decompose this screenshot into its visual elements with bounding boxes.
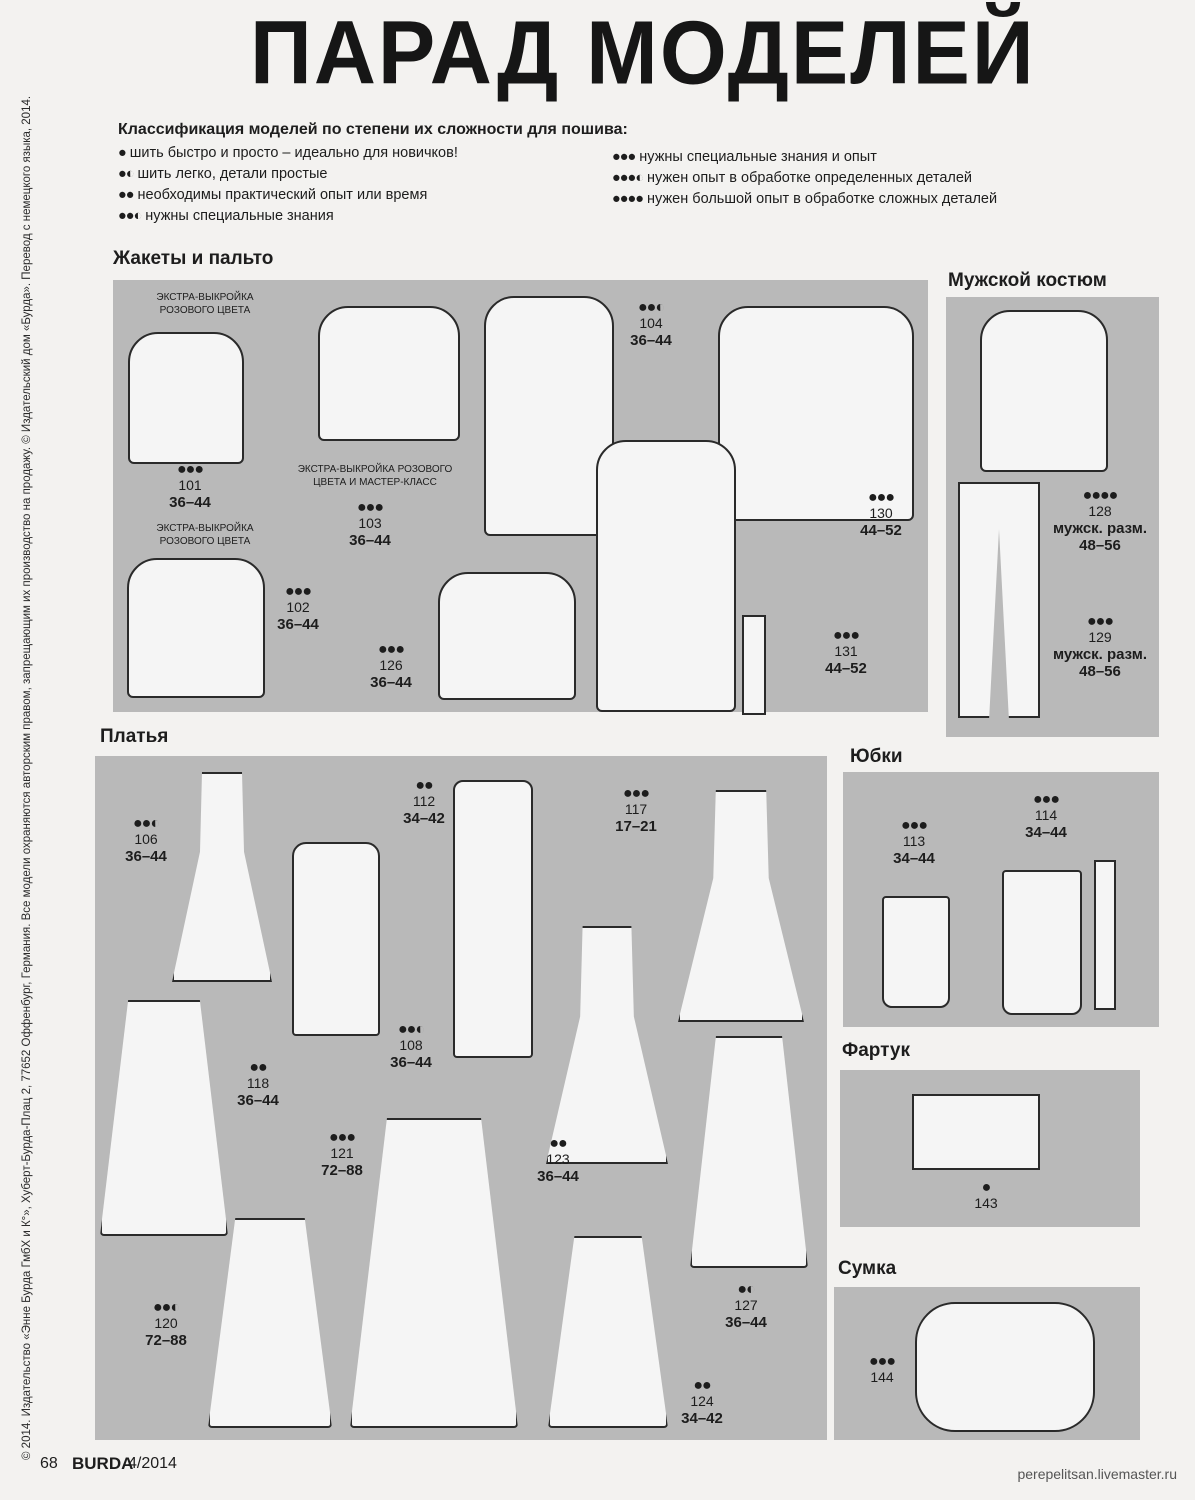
skirt-114-belt-drawing bbox=[1094, 860, 1116, 1010]
belt-131-drawing bbox=[742, 615, 766, 715]
extra-pattern-note-2: ЭКСТРА-ВЫКРОЙКА РОЗОВОГО ЦВЕТА bbox=[156, 523, 254, 547]
model-114-label: ●●● 114 34–44 bbox=[1025, 791, 1067, 841]
model-128-label: ●●●● 128 мужск. разм. 48–56 bbox=[1052, 487, 1148, 554]
model-121-label: ●●● 121 72–88 bbox=[321, 1129, 363, 1179]
legend-item: ●●◐ нужны специальные знания bbox=[118, 208, 334, 224]
difficulty-legend-left bbox=[118, 143, 458, 227]
section-dresses-title: Платья bbox=[100, 726, 169, 747]
dress-112-drawing bbox=[453, 780, 533, 1058]
section-jackets-title: Жакеты и пальто bbox=[113, 248, 274, 269]
model-112-label: ●● 112 34–42 bbox=[403, 777, 445, 827]
skirt-113-drawing bbox=[882, 896, 950, 1008]
model-126-label: ●●● 126 36–44 bbox=[370, 641, 412, 691]
model-130-label: ●●● 130 44–52 bbox=[860, 489, 902, 539]
bag-144-drawing bbox=[915, 1302, 1095, 1432]
model-113-label: ●●● 113 34–44 bbox=[893, 817, 935, 867]
magazine-issue: 4/2014 bbox=[128, 1455, 177, 1472]
jacket-103-drawing bbox=[318, 306, 460, 441]
model-131-label: ●●● 131 44–52 bbox=[825, 627, 867, 677]
section-skirts-title: Юбки bbox=[850, 746, 903, 767]
legend-item: ●●●● нужен большой опыт в обработке сложных деталей bbox=[612, 191, 998, 207]
model-143-label: ● 143 bbox=[974, 1179, 998, 1211]
model-129-label: ●●● 129 мужск. разм. 48–56 bbox=[1052, 613, 1148, 680]
coat-104-drawing bbox=[484, 296, 614, 536]
model-127-label: ●◐ 127 36–44 bbox=[725, 1281, 767, 1331]
model-103-label: ●●● 103 36–44 bbox=[349, 499, 391, 549]
site-watermark: perepelitsan.livemaster.ru bbox=[1017, 1466, 1177, 1482]
raincoat-131-drawing bbox=[596, 440, 736, 712]
legend-item: ●●●◐ нужен опыт в обработке определенных деталей bbox=[612, 170, 973, 186]
model-104-label: ●●◐ 104 36–44 bbox=[630, 299, 672, 349]
legend-item: ●●● нужны специальные знания и опыт bbox=[612, 149, 877, 165]
model-106-label: ●●◐ 106 36–44 bbox=[125, 815, 167, 865]
model-117-label: ●●● 117 17–21 bbox=[615, 785, 657, 835]
legend-item: ●◐ шить легко, детали простые bbox=[118, 166, 328, 182]
extra-pattern-note: ЭКСТРА-ВЫКРОЙКА РОЗОВОГО ЦВЕТА bbox=[156, 292, 254, 316]
page-number: 68 bbox=[40, 1455, 58, 1472]
model-124-label: ●● 124 34–42 bbox=[681, 1377, 723, 1427]
legend-item: ●● необходимы практический опыт или время bbox=[118, 187, 428, 203]
model-120-label: ●●◐ 120 72–88 bbox=[145, 1299, 187, 1349]
jacket-102-drawing bbox=[127, 558, 265, 698]
model-123-label: ●● 123 36–44 bbox=[537, 1135, 579, 1185]
dress-108-drawing bbox=[292, 842, 380, 1036]
section-apron-title: Фартук bbox=[842, 1040, 910, 1061]
apron-143-drawing bbox=[912, 1094, 1040, 1170]
jacket-126-drawing bbox=[438, 572, 576, 700]
skirt-114-drawing bbox=[1002, 870, 1082, 1015]
model-102-label: ●●● 102 36–44 bbox=[277, 583, 319, 633]
difficulty-legend-right bbox=[612, 147, 997, 210]
model-101-label: ●●● 101 36–44 bbox=[169, 461, 211, 511]
jacket-101-drawing bbox=[128, 332, 244, 464]
page-title: ПАРАД МОДЕЛЕЙ bbox=[250, 2, 1036, 104]
section-menswear-title: Мужской костюм bbox=[948, 270, 1107, 291]
classification-heading: Классификация моделей по степени их сложности для пошива: bbox=[118, 121, 628, 138]
legend-item: ● шить быстро и просто – идеально для новичков! bbox=[118, 145, 458, 161]
mens-jacket-128-drawing bbox=[980, 310, 1108, 472]
model-108-label: ●●◐ 108 36–44 bbox=[390, 1021, 432, 1071]
copyright-sidebar: © 2014. Издательство «Энне Бурда ГмбХ и К°», Хуберт-Бурда-Плац 2, 77652 Оффенбург, Германия. Все модели охраняются авторским правом, запрещающим их производство на продажу. © Издательский дом «Бурда». Перевод с немецкого языка, 2014. bbox=[21, 95, 33, 1460]
model-118-label: ●● 118 36–44 bbox=[237, 1059, 279, 1109]
section-bag-title: Сумка bbox=[838, 1258, 897, 1279]
magazine-brand: BURDA bbox=[72, 1454, 134, 1473]
extra-pattern-masterclass-note: ЭКСТРА-ВЫКРОЙКА РОЗОВОГО ЦВЕТА И МАСТЕР-КЛАСС bbox=[297, 464, 453, 488]
model-144-label: ●●● 144 bbox=[869, 1353, 895, 1385]
